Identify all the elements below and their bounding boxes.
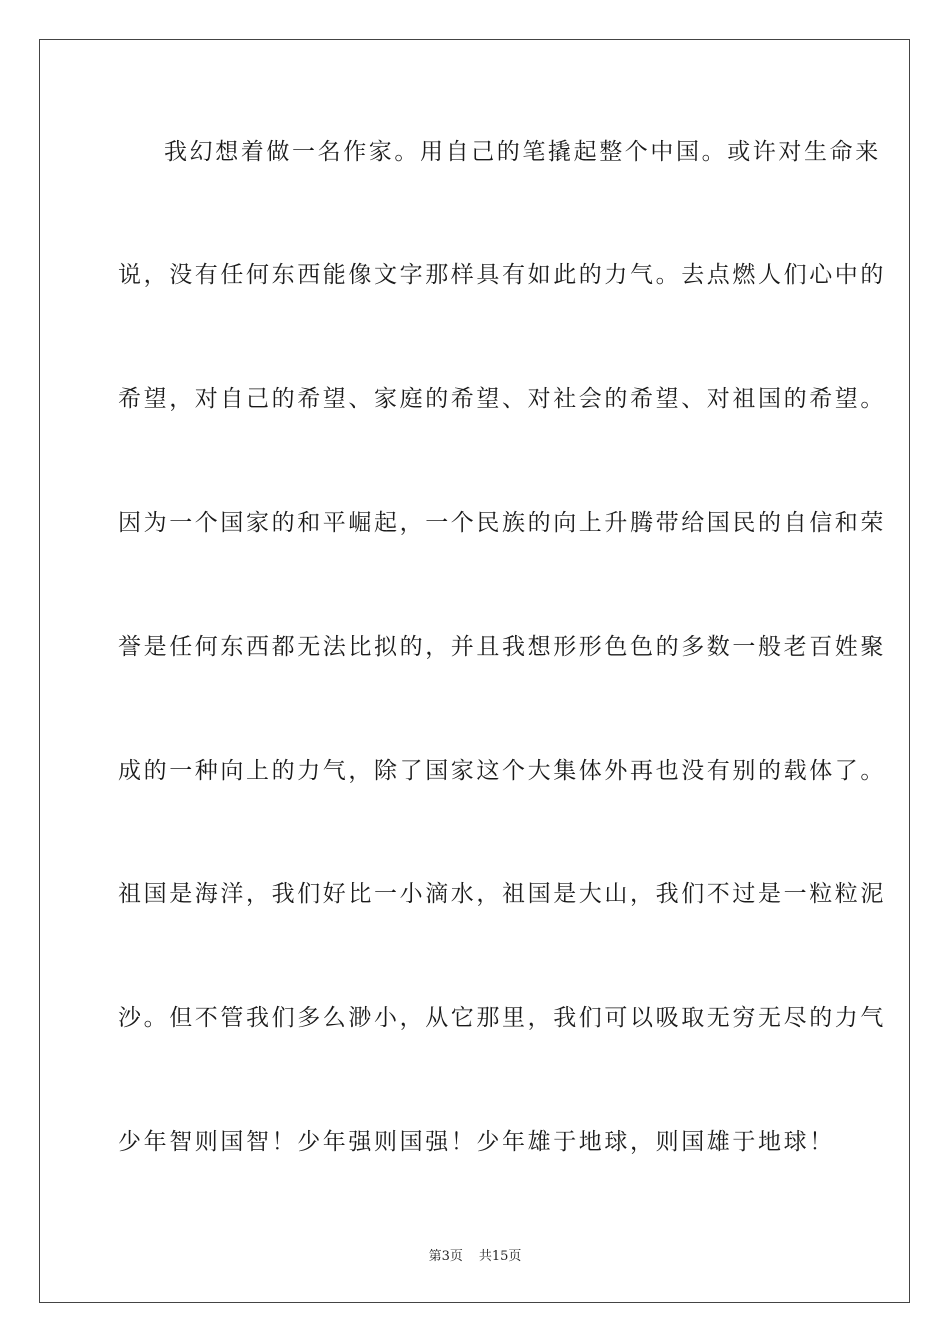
page-number: 第3页 (428, 1249, 463, 1264)
paragraph-line-4: 因为一个国家的和平崛起，一个民族的向上升腾带给国民的自信和荣 (118, 510, 886, 536)
paragraph-line-6: 成的一种向上的力气，除了国家这个大集体外再也没有别的载体了。 (118, 758, 886, 784)
page-frame (39, 39, 910, 1303)
paragraph-line-5: 誉是任何东西都无法比拟的，并且我想形形色色的多数一般老百姓聚 (118, 634, 886, 660)
paragraph-line-2: 说，没有任何东西能像文字那样具有如此的力气。去点燃人们心中的 (118, 262, 886, 288)
page-footer (0, 1248, 950, 1266)
paragraph-line-9: 少年智则国智！少年强则国强！少年雄于地球，则国雄于地球！ (118, 1129, 835, 1155)
paragraph-line-7: 祖国是海洋，我们好比一小滴水，祖国是大山，我们不过是一粒粒泥 (118, 881, 886, 907)
page-total: 共15页 (478, 1249, 522, 1264)
paragraph-line-8: 沙。但不管我们多么渺小，从它那里，我们可以吸取无穷无尽的力气 (118, 1005, 886, 1031)
paragraph-line-3: 希望，对自己的希望、家庭的希望、对社会的希望、对祖国的希望。 (118, 386, 886, 412)
paragraph-line-1: 我幻想着做一名作家。用自己的笔撬起整个中国。或许对生命来 (164, 139, 881, 165)
